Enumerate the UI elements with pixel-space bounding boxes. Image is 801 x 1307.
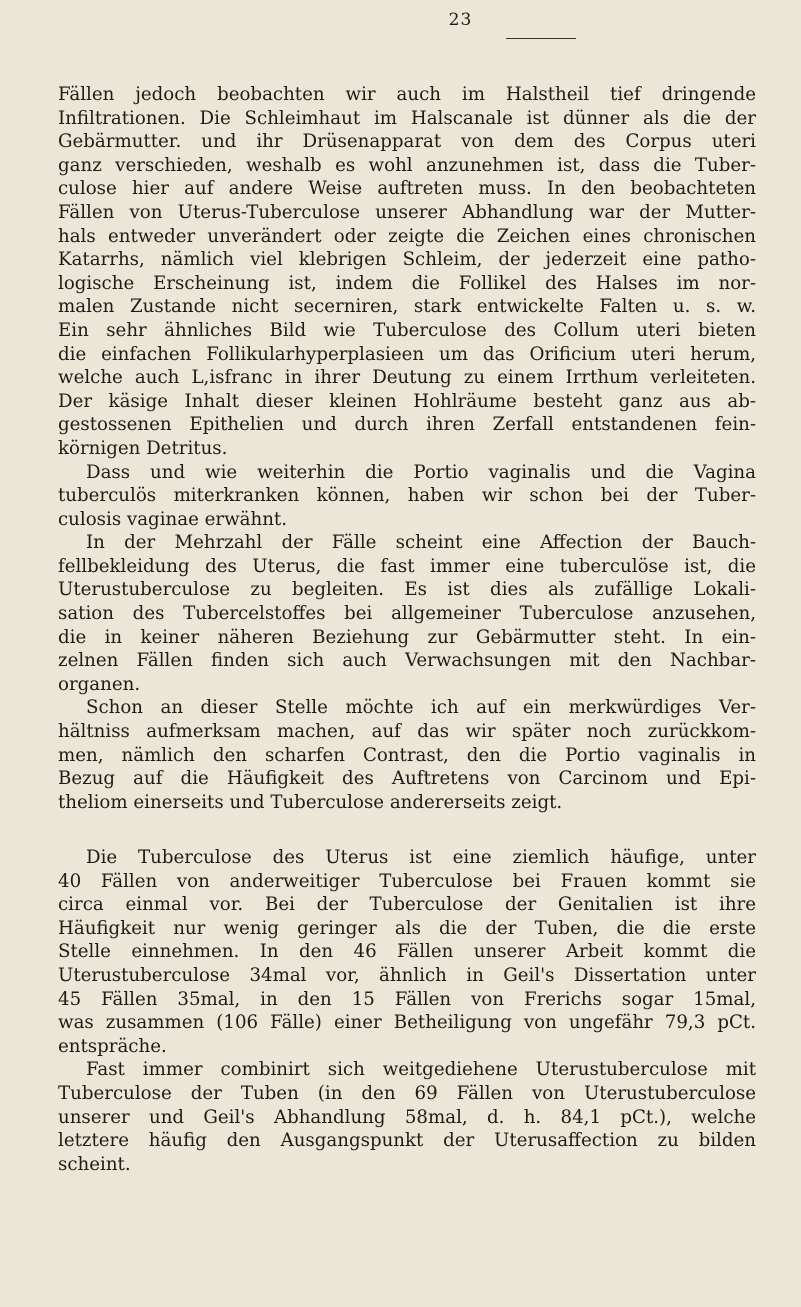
text-line: körnigen Detritus.: [58, 437, 228, 459]
text-line: die einfachen Follikularhyperplasieen um das Orificium uteri herum,: [58, 343, 756, 365]
text-line: Der käsige Inhalt dieser kleinen Hohlräume besteht ganz aus ab-: [58, 390, 756, 412]
text-line: welche auch L,isfranc in ihrer Deutung zu einem Irrthum verleiteten.: [58, 367, 756, 389]
text-line: die in keiner näheren Beziehung zur Gebärmutter steht. In ein-: [58, 626, 756, 648]
text-line: organen.: [58, 673, 141, 695]
text-line: scheint.: [58, 1153, 131, 1175]
text-line: Uterustuberculose 34mal vor, ähnlich in Geil's Dissertation unter: [58, 964, 756, 986]
text-line: ganz verschieden, weshalb es wohl anzunehmen ist, dass die Tuber-: [58, 154, 756, 176]
text-line: logische Erscheinung ist, indem die Follikel des Halses im nor-: [58, 272, 756, 294]
text-line: Schon an dieser Stelle möchte ich auf ein merkwürdiges Ver-: [86, 697, 756, 719]
text-line: Katarrhs, nämlich viel klebrigen Schleim, der jederzeit eine patho-: [58, 249, 756, 271]
text-line: letztere häufig den Ausgangspunkt der Uterusaffection zu bilden: [58, 1130, 756, 1152]
page-number-rule: [506, 38, 576, 39]
text-line: sation des Tubercelstoffes bei allgemeiner Tuberculose anzusehen,: [58, 603, 756, 625]
text-line: Infiltrationen. Die Schleimhaut im Halscanale ist dünner als die der: [58, 107, 756, 129]
text-line: men, nämlich den scharfen Contrast, den die Portio vaginalis in: [58, 744, 756, 766]
text-line: Stelle einnehmen. In den 46 Fällen unserer Arbeit kommt die: [58, 941, 756, 963]
text-line: Uterustuberculose zu begleiten. Es ist dies als zufällige Lokali-: [58, 579, 756, 601]
text-line: 40 Fällen von anderweitiger Tuberculose bei Frauen kommt sie: [58, 870, 756, 892]
text-block-2: [58, 846, 756, 1176]
text-line: zelnen Fällen finden sich auch Verwachsungen mit den Nachbar-: [58, 650, 756, 672]
page-number: 23: [448, 10, 473, 30]
text-line: circa einmal vor. Bei der Tuberculose der Genitalien ist ihre: [58, 894, 756, 916]
text-line: In der Mehrzahl der Fälle scheint eine Affection der Bauch-: [86, 532, 756, 554]
text-line: Häufigkeit nur wenig geringer als die der Tuben, die die erste: [58, 917, 756, 939]
text-line: hältniss aufmerksam machen, auf das wir später noch zurückkom-: [58, 721, 756, 743]
text-line: unserer und Geil's Abhandlung 58mal, d. h. 84,1 pCt.), welche: [58, 1106, 756, 1128]
text-line: entspräche.: [58, 1035, 167, 1057]
text-line: was zusammen (106 Fälle) einer Betheiligung von ungefähr 79,3 pCt.: [58, 1012, 756, 1034]
text-line: Fällen von Uterus-Tuberculose unserer Abhandlung war der Mutter-: [58, 201, 756, 223]
text-line: fellbekleidung des Uterus, die fast immer eine tuberculöse ist, die: [58, 555, 756, 577]
text-line: culosis vaginae erwähnt.: [58, 508, 287, 530]
text-line: Gebärmutter. und ihr Drüsenapparat von dem des Corpus uteri: [58, 131, 756, 153]
text-line: Dass und wie weiterhin die Portio vaginalis und die Vagina: [86, 461, 756, 483]
text-line: Fast immer combinirt sich weitgediehene Uterustuberculose mit: [86, 1059, 756, 1081]
text-line: Die Tuberculose des Uterus ist eine ziemlich häufige, unter: [86, 847, 756, 868]
text-line: culose hier auf andere Weise auftreten muss. In den beobachteten: [58, 178, 756, 200]
text-line: Bezug auf die Häufigkeit des Auftretens von Carcinom und Epi-: [58, 768, 756, 790]
text-block-1: [58, 83, 756, 814]
text-line: malen Zustande nicht secerniren, stark entwickelte Falten u. s. w.: [58, 296, 756, 318]
text-line: gestossenen Epithelien und durch ihren Zerfall entstandenen fein-: [58, 414, 756, 436]
text-line: theliom einerseits und Tuberculose andererseits zeigt.: [58, 791, 563, 813]
text-line: Fällen jedoch beobachten wir auch im Halstheil tief dringende: [58, 84, 756, 105]
text-line: hals entweder unverändert oder zeigte die Zeichen eines chronischen: [58, 225, 756, 247]
text-line: tuberculös miterkranken können, haben wir schon bei der Tuber-: [58, 485, 756, 507]
text-line: Ein sehr ähnliches Bild wie Tuberculose des Collum uteri bieten: [58, 319, 756, 341]
text-line: 45 Fällen 35mal, in den 15 Fällen von Frerichs sogar 15mal,: [58, 988, 756, 1010]
text-line: Tuberculose der Tuben (in den 69 Fällen von Uterustuberculose: [58, 1082, 756, 1104]
